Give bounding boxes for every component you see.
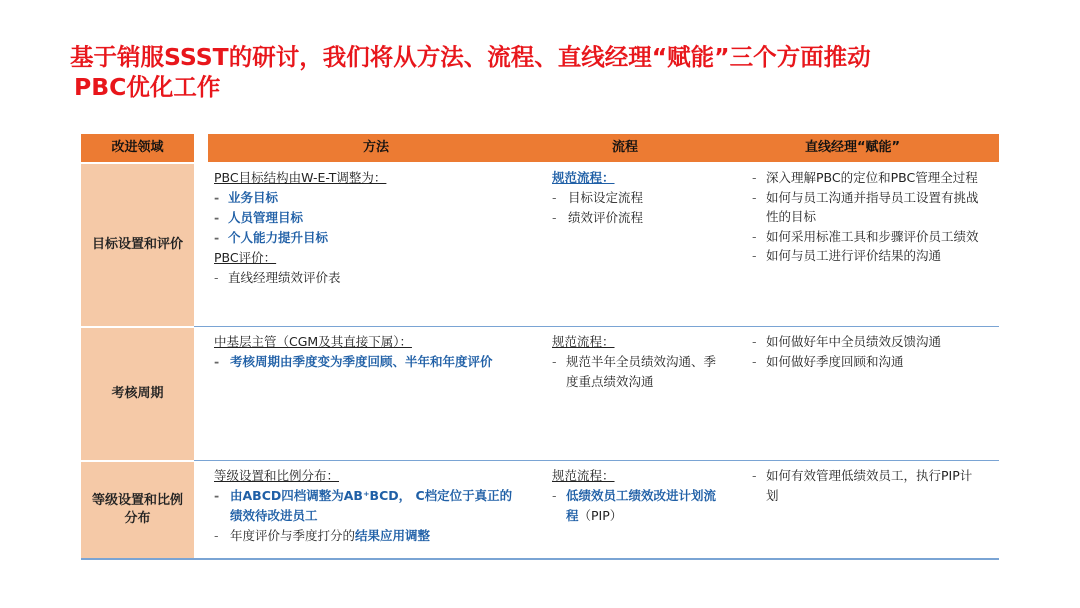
row2-method bbox=[214, 332, 504, 372]
title-line-2: PBC优化工作 bbox=[74, 73, 221, 101]
list-item: - 个人能力提升目标 bbox=[214, 230, 329, 245]
category-goal-setting: 目标设置和评价 bbox=[91, 237, 183, 252]
list-item: - 绩效评价流程 bbox=[552, 210, 644, 225]
table-bottom-border bbox=[81, 558, 999, 560]
list-item: - 直线经理绩效评价表 bbox=[214, 270, 341, 285]
list-item: - 如何做好季度回顾和沟通 bbox=[752, 354, 904, 369]
process-heading: 规范流程： bbox=[552, 468, 615, 483]
row1-manager bbox=[752, 168, 984, 266]
list-item: - 由ABCD四档调整为AB⁺BCD， C档定位于真正的绩效待改进员工 bbox=[214, 488, 513, 523]
row1-process bbox=[552, 168, 702, 228]
header-process: 流程 bbox=[544, 134, 706, 162]
list-item: - 目标设定流程 bbox=[552, 190, 644, 205]
header-manager: 直线经理“赋能” bbox=[706, 134, 999, 162]
list-item: - 如何与员工沟通并指导员工设置有挑战性的目标 bbox=[752, 189, 979, 224]
method-heading-2: PBC评价： bbox=[214, 250, 277, 265]
header-area: 改进领域 bbox=[81, 134, 194, 162]
method-heading: 中基层主管（CGM及其直接下属）： bbox=[214, 334, 412, 349]
row2-process bbox=[552, 332, 717, 392]
list-item: - 年度评价与季度打分的结果应用调整 bbox=[214, 528, 431, 543]
category-grading: 等级设置和比例分布 bbox=[91, 493, 183, 526]
process-heading: 规范流程： bbox=[552, 334, 615, 349]
list-item: - 规范半年全员绩效沟通、季度重点绩效沟通 bbox=[552, 354, 717, 389]
page-title bbox=[70, 42, 1030, 102]
category-cell bbox=[81, 328, 194, 460]
list-item: - 如何有效管理低绩效员工，执行PIP计划 bbox=[752, 468, 973, 503]
list-item: - 低绩效员工绩效改进计划流程（PIP） bbox=[552, 488, 717, 523]
category-cell bbox=[81, 462, 194, 558]
row3-process bbox=[552, 466, 722, 526]
list-item: - 业务目标 bbox=[214, 190, 279, 205]
list-item: - 如何做好年中全员绩效反馈沟通 bbox=[752, 334, 942, 349]
row3-method bbox=[214, 466, 524, 546]
method-heading: 等级设置和比例分布： bbox=[214, 468, 340, 483]
list-item: - 人员管理目标 bbox=[214, 210, 304, 225]
category-cell bbox=[81, 164, 194, 326]
title-line-1: 基于销服SSST的研讨，我们将从方法、流程、直线经理“赋能”三个方面推动 bbox=[70, 43, 871, 71]
category-cycle: 考核周期 bbox=[111, 386, 164, 401]
row1-method bbox=[214, 168, 534, 288]
list-item: - 深入理解PBC的定位和PBC管理全过程 bbox=[752, 170, 978, 185]
row-divider bbox=[194, 460, 999, 461]
header-method: 方法 bbox=[208, 134, 544, 162]
row2-manager bbox=[752, 332, 984, 372]
row-divider bbox=[194, 326, 999, 327]
method-heading: PBC目标结构由W-E-T调整为： bbox=[214, 170, 387, 185]
list-item: - 如何采用标准工具和步骤评价员工绩效 bbox=[752, 228, 979, 244]
row3-manager bbox=[752, 466, 984, 506]
process-heading: 规范流程： bbox=[552, 170, 615, 185]
improvement-table bbox=[81, 134, 999, 560]
list-item: - 考核周期由季度变为季度回顾、半年和年度评价 bbox=[214, 354, 493, 369]
list-item: - 如何与员工进行评价结果的沟通 bbox=[752, 248, 942, 263]
